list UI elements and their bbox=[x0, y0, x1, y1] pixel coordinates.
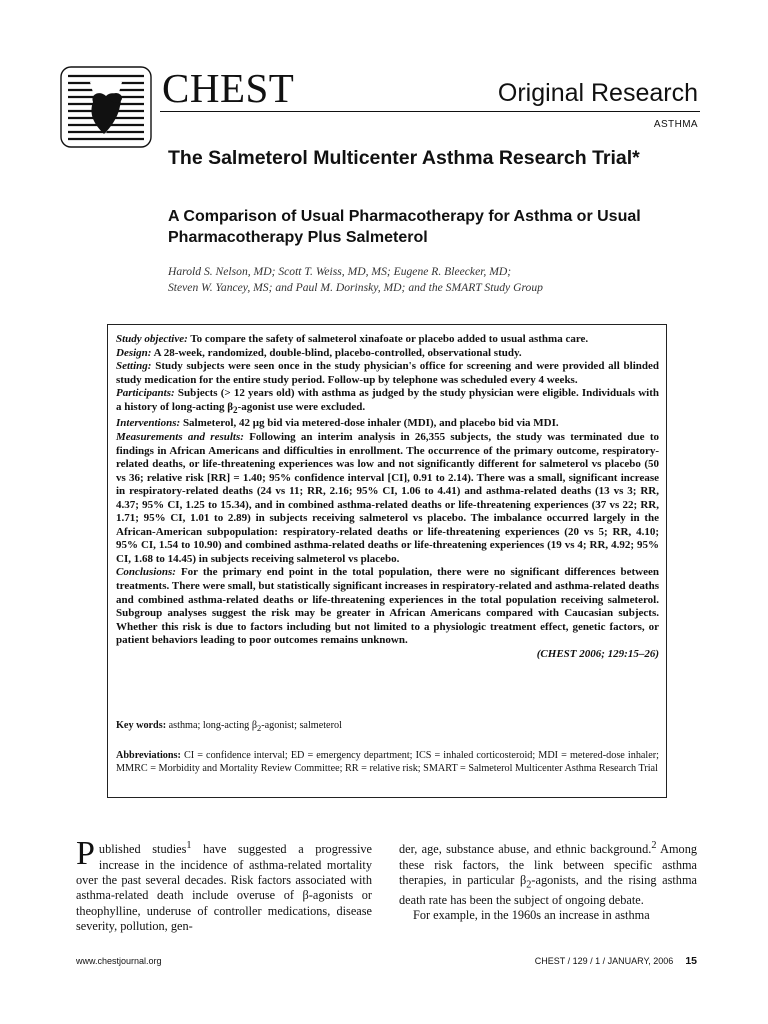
keywords bbox=[116, 720, 659, 735]
article-title: The Salmeterol Multicenter Asthma Research Trial* bbox=[168, 147, 640, 169]
abstract-value: Subjects (> 12 years old) with asthma as judged by the study physician were eligible. Individuals with a history of long-acting β bbox=[116, 387, 660, 413]
abstract-value: To compare the safety of salmeterol xinafoate or placebo added to usual asthma care. bbox=[190, 333, 589, 345]
abstract-text bbox=[116, 333, 659, 661]
body-paragraph bbox=[399, 838, 697, 908]
keywords-value: asthma; long-acting β bbox=[168, 720, 258, 731]
abstract-label: Study objective: bbox=[116, 333, 188, 345]
abstract-value: For the primary end point in the total population, there were no significant differences between treatments. There were small, but statistically significant increases in respiratory-related and asthma-related deaths and combined asthma-related deaths or life-threatening experiences in the total population receiving salmeterol. Subgroup analyses suggest the risk may be greater in African Americans compared with Caucasian subjects. Whether this risk is due to factors including but not limited to a physiologic treatment effect, genetic factors, or patient behaviors leading to poor outcomes remains unknown. bbox=[116, 566, 660, 647]
abstract-setting bbox=[116, 360, 659, 387]
body-paragraph: For example, in the 1960s an increase in asthma bbox=[413, 908, 650, 923]
body-text: der, age, substance abuse, and ethnic background. bbox=[399, 842, 652, 857]
page-number: 15 bbox=[685, 955, 697, 967]
section-label: Original Research bbox=[497, 79, 698, 107]
abstract-value: Following an interim analysis in 26,355 subjects, the study was terminated due to findings in African Americans and difficulties in enrollment. The occurrence of the primary outcome, respiratory-related deaths, or life-threatening experiences was low and not significantly different for salmeterol vs placebo (50 vs 36; relative risk [RR] = 1.40; 95% confidence interval [CI], 0.91 to 2.14). There was a small, significant increase in respiratory-related deaths (24 vs 11; RR, 2.16; 95% CI, 1.06 to 4.41) and asthma-related deaths (13 vs 3; RR, 4.37; 95% CI, 1.25 to 15.34), and in combined asthma-related deaths or life-threatening experiences (37 vs 22; RR, 1.71; 95% CI, 1.01 to 2.89) in subjects receiving salmeterol vs placebo. The imbalance occurred largely in the African-American subpopulation: respiratory-related deaths or life-threatening experiences (20 vs 5; RR, 4.10; 95% CI, 1.54 to 10.90) and combined asthma-related deaths or life-threatening experiences (19 vs 4; RR, 4.92; 95% CI, 1.68 to 14.45) in subjects receiving salmeterol vs placebo. bbox=[116, 431, 659, 565]
abstract-label: Setting: bbox=[116, 360, 152, 373]
author-line: Harold S. Nelson, MD; Scott T. Weiss, MD, MS; Eugene R. Bleecker, MD; bbox=[168, 265, 512, 278]
body-paragraph bbox=[76, 835, 372, 935]
abstract-value: g bid via metered-dose inhaler (MDI), and placebo bid via MDI. bbox=[258, 417, 559, 430]
mu-symbol: μ bbox=[252, 417, 259, 430]
abbreviations bbox=[116, 750, 659, 775]
subsection-label: ASTHMA bbox=[653, 119, 698, 130]
abstract-conclusions bbox=[116, 566, 659, 661]
abbreviations-value: CI = confidence interval; ED = emergency department; ICS = inhaled corticosteroid; MDI = metered-dose inhaler; MMRC = Morbidity and Mortality Review Committee; RR = relative risk; SMART = Salmeterol Multicenter Asthma Research Trial bbox=[116, 750, 660, 774]
abstract-label: Measurements and results: bbox=[116, 431, 244, 444]
body-text: have suggested a progressive increase in the incidence of asthma-related mortality over the past several decades. Risk factors associated with asthma-related death include overuse of β-agonists or theophylline, underuse of controller medications, disease severity, pollution, gen- bbox=[76, 842, 372, 934]
subscript: 2 bbox=[526, 879, 532, 891]
abstract-objective bbox=[116, 333, 659, 347]
abstract-label: Design: bbox=[116, 346, 152, 359]
keywords-value: -agonist; salmeterol bbox=[261, 720, 342, 731]
abstract-label: Interventions: bbox=[116, 417, 181, 430]
abstract-label: Conclusions: bbox=[116, 566, 176, 579]
citation: (CHEST 2006; 129:15–26) bbox=[536, 647, 659, 660]
body-text: Among these risk factors, the link between specific asthma therapies, in particular β bbox=[399, 842, 697, 887]
drop-cap: P bbox=[76, 835, 95, 872]
body-text: -agonists, and the rising asthma death rate has been the subject of ongoing debate. bbox=[399, 872, 697, 907]
header-rule bbox=[160, 111, 700, 112]
footer-journal-ref bbox=[535, 955, 697, 967]
abstract-design bbox=[116, 347, 659, 361]
abstract-label: Participants: bbox=[116, 387, 175, 400]
abbreviations-label: Abbreviations: bbox=[116, 750, 181, 761]
body-column-right bbox=[399, 838, 697, 924]
author-line: Steven W. Yancey, MS; and Paul M. Dorinsky, MD; and the SMART Study Group bbox=[168, 281, 543, 294]
subscript: 2 bbox=[233, 404, 238, 415]
reference-superscript[interactable]: 1 bbox=[186, 840, 192, 851]
keywords-label: Key words: bbox=[116, 720, 167, 731]
journal-reference: CHEST / 129 / 1 / JANUARY, 2006 bbox=[534, 956, 674, 966]
author-list bbox=[168, 264, 708, 296]
body-column-left bbox=[76, 835, 372, 935]
abstract-box bbox=[107, 324, 667, 798]
subscript: 2 bbox=[257, 723, 262, 734]
article-subtitle: A Comparison of Usual Pharmacotherapy for Asthma or Usual Pharmacotherapy Plus Salmeterol bbox=[168, 208, 641, 246]
abstract-participants bbox=[116, 387, 659, 417]
abstract-value: -agonist use were excluded. bbox=[237, 400, 366, 413]
chest-logo-icon bbox=[60, 66, 152, 148]
abstract-value: Salmeterol, 42 bbox=[182, 417, 253, 430]
abstract-results bbox=[116, 431, 659, 566]
footer-url[interactable]: www.chestjournal.org bbox=[76, 956, 162, 966]
abstract-value: A 28-week, randomized, double-blind, placebo-controlled, observational study. bbox=[153, 346, 522, 359]
abstract-value: Study subjects were seen once in the study physician's office for screening and were provided all blinded study medication for the entire study period. Follow-up by telephone was scheduled every 4 weeks. bbox=[116, 360, 659, 386]
journal-name: CHEST bbox=[162, 65, 295, 111]
abstract-interventions bbox=[116, 417, 659, 431]
reference-superscript[interactable]: 2 bbox=[651, 840, 657, 851]
body-text: ublished studies bbox=[98, 842, 187, 857]
